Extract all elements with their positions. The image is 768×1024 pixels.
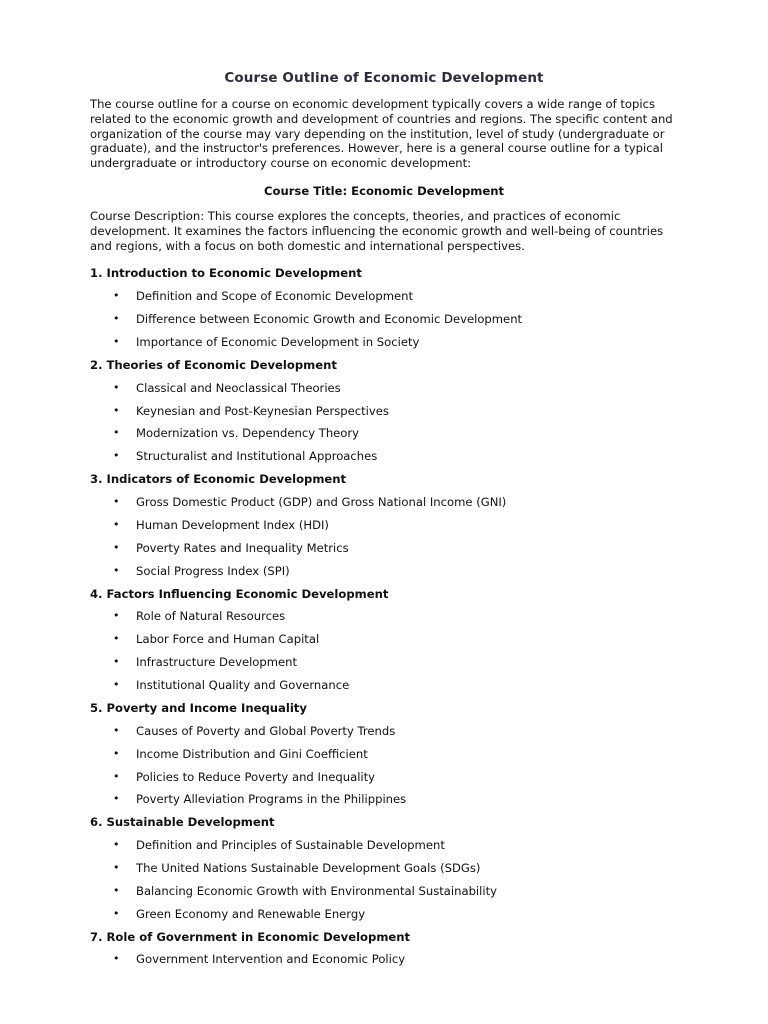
bullet-icon: •	[113, 952, 120, 966]
list-item	[90, 541, 678, 556]
bullet-icon: •	[113, 334, 120, 348]
list-item-text: Labor Force and Human Capital	[136, 632, 320, 647]
list-item	[90, 381, 678, 396]
list-item	[90, 792, 678, 807]
list-item	[90, 838, 678, 853]
list-item	[90, 632, 678, 647]
section-bullet-list	[90, 952, 678, 967]
list-item-text: Modernization vs. Dependency Theory	[136, 426, 360, 441]
list-item	[90, 609, 678, 624]
course-sections	[90, 266, 678, 967]
bullet-icon: •	[113, 906, 120, 920]
list-item-text: Causes of Poverty and Global Poverty Trends	[136, 723, 396, 738]
section-heading: 3. Indicators of Economic Development	[90, 472, 347, 487]
list-item-text: Difference between Economic Growth and Economic Development	[136, 312, 523, 327]
bullet-icon: •	[113, 495, 120, 508]
bullet-icon: •	[113, 746, 120, 760]
list-item	[90, 770, 678, 785]
list-item-text: Poverty Alleviation Programs in the Philippines	[136, 792, 407, 807]
list-item-text: Green Economy and Renewable Energy	[136, 906, 366, 921]
section-bullet-list	[90, 289, 678, 350]
list-item-text: Classical and Neoclassical Theories	[136, 380, 341, 395]
bullet-icon: •	[113, 723, 120, 737]
bullet-icon: •	[113, 540, 120, 554]
list-item	[90, 335, 678, 350]
list-item	[90, 884, 678, 899]
bullet-icon: •	[113, 632, 120, 646]
section-heading: 5. Poverty and Income Inequality	[90, 700, 307, 715]
bullet-icon: •	[113, 517, 120, 531]
section-heading: 7. Role of Government in Economic Development	[90, 929, 411, 944]
intro-paragraph: The course outline for a course on economic development typically covers a wide range of topics related to the economic growth and development of countries and regions. The specific content and organization of the course may vary depending on the institution, level of study (undergraduate or graduate), and the instructor's preferences. However, here is a general course outline for a typical undergraduate or introductory course on economic development:	[90, 97, 673, 171]
section-heading: 2. Theories of Economic Development	[90, 357, 337, 372]
section-bullet-list	[90, 724, 678, 807]
list-item-text: Keynesian and Post-Keynesian Perspectives	[136, 403, 389, 418]
section-heading: 4. Factors Influencing Economic Development	[90, 586, 389, 601]
bullet-icon: •	[113, 838, 120, 852]
bullet-icon: •	[113, 289, 120, 303]
bullet-icon: •	[113, 792, 120, 806]
list-item	[90, 426, 678, 441]
list-item	[90, 312, 678, 327]
list-item-text: Poverty Rates and Inequality Metrics	[136, 540, 349, 555]
list-item-text: Role of Natural Resources	[136, 609, 286, 624]
list-item	[90, 907, 678, 922]
section-bullet-list	[90, 609, 678, 692]
list-item	[90, 678, 678, 693]
bullet-icon: •	[113, 403, 120, 417]
list-item-text: Infrastructure Development	[136, 655, 298, 670]
course-description: Course Description: This course explores the concepts, theories, and practices of economic development. It examines the factors influencing the economic growth and well-being of countries and regions, with a focus on both domestic and international perspectives.	[90, 208, 664, 253]
list-item-text: The United Nations Sustainable Development Goals (SDGs)	[136, 860, 481, 875]
list-item	[90, 404, 678, 419]
list-item	[90, 724, 678, 739]
list-item	[90, 289, 678, 304]
section-bullet-list	[90, 495, 678, 578]
bullet-icon: •	[113, 860, 120, 874]
bullet-icon: •	[113, 678, 120, 692]
list-item	[90, 518, 678, 533]
list-item	[90, 861, 678, 876]
list-item-text: Definition and Scope of Economic Development	[136, 289, 414, 304]
bullet-icon: •	[113, 655, 120, 669]
section-bullet-list	[90, 381, 678, 464]
list-item	[90, 655, 678, 670]
list-item-text: Human Development Index (HDI)	[136, 517, 329, 532]
bullet-icon: •	[113, 883, 120, 897]
list-item-text: Balancing Economic Growth with Environmental Sustainability	[136, 883, 498, 898]
list-item-text: Importance of Economic Development in Society	[136, 334, 420, 349]
list-item-text: Institutional Quality and Governance	[136, 678, 350, 693]
list-item-text: Government Intervention and Economic Policy	[136, 952, 406, 967]
bullet-icon: •	[113, 449, 120, 463]
list-item-text: Structuralist and Institutional Approaches	[136, 449, 378, 464]
course-title: Course Title: Economic Development	[263, 183, 504, 198]
bullet-icon: •	[113, 426, 120, 440]
document-title: Course Outline of Economic Development	[224, 70, 544, 86]
list-item	[90, 952, 678, 967]
list-item-text: Policies to Reduce Poverty and Inequality	[136, 769, 376, 784]
bullet-icon: •	[113, 312, 120, 326]
bullet-icon: •	[113, 563, 120, 577]
list-item-text: Income Distribution and Gini Coefficient	[136, 746, 368, 761]
section-heading: 6. Sustainable Development	[90, 815, 275, 830]
bullet-icon: •	[113, 769, 120, 783]
section-heading: 1. Introduction to Economic Development	[90, 266, 362, 281]
list-item-text: Social Progress Index (SPI)	[136, 563, 290, 578]
list-item	[90, 747, 678, 762]
list-item-text: Gross Domestic Product (GDP) and Gross National Income (GNI)	[136, 495, 507, 509]
list-item	[90, 495, 678, 510]
list-item-text: Definition and Principles of Sustainable Development	[136, 838, 445, 853]
section-bullet-list	[90, 838, 678, 921]
bullet-icon: •	[113, 380, 120, 394]
list-item	[90, 564, 678, 579]
list-item	[90, 449, 678, 464]
bullet-icon: •	[113, 609, 120, 623]
